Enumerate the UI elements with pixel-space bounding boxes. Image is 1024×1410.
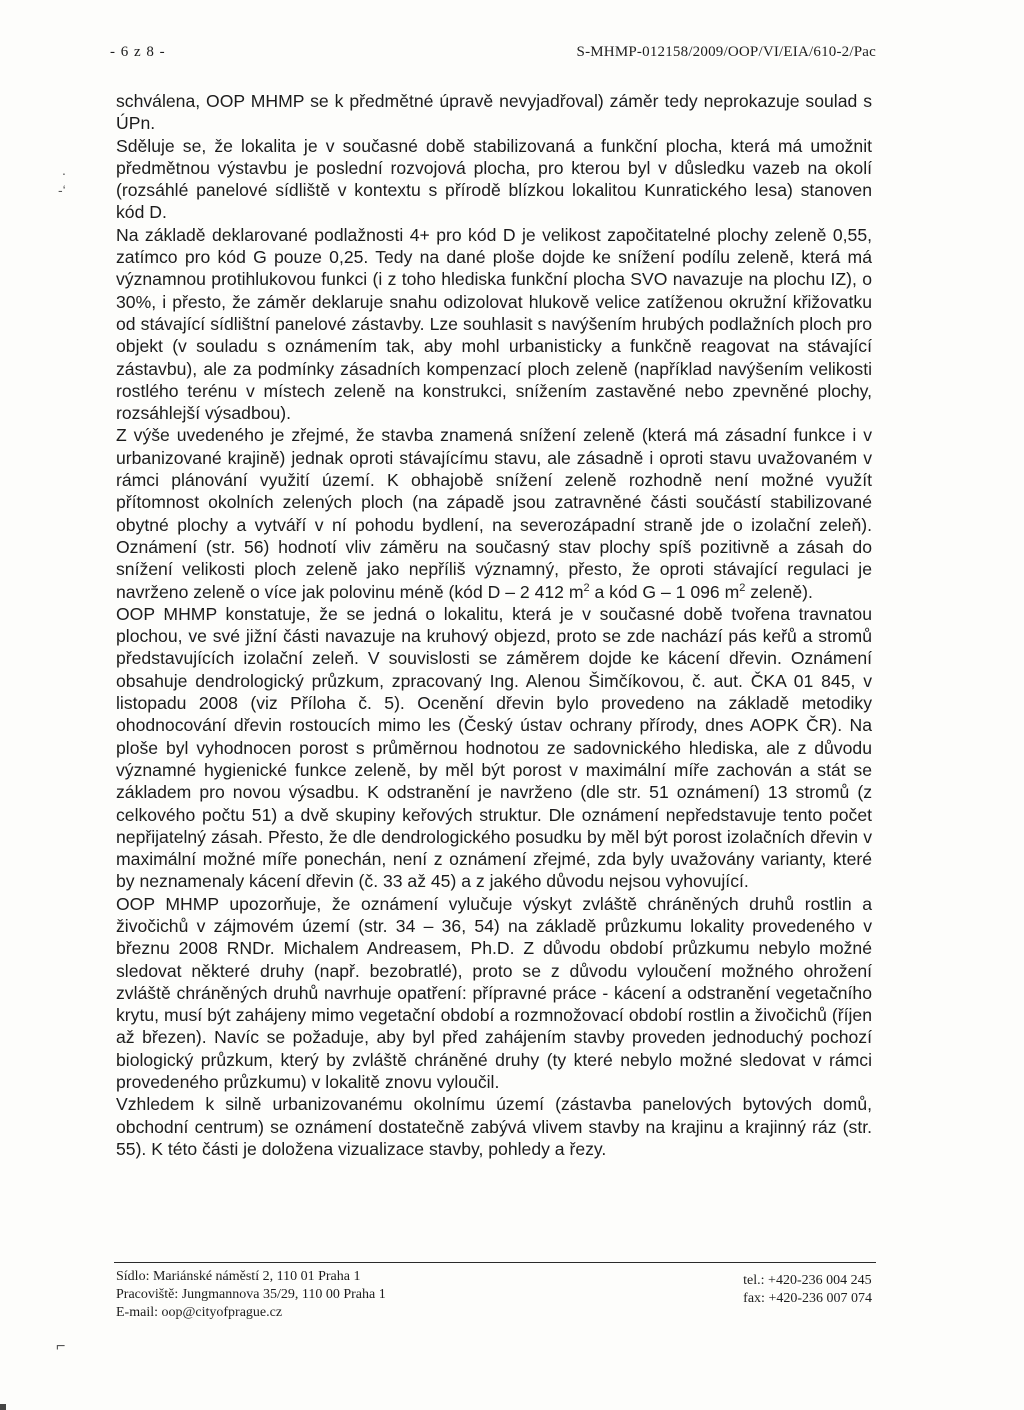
paragraph: Vzhledem k silně urbanizovanému okolnímu území (zástavba panelových bytových domů, obchodní centrum) se oznámení dostatečně zabývá vlivem stavby na krajinu a krajinný ráz (str. 55). K této části je doložena vizualizace stavby, pohledy a řezy. <box>116 1094 872 1159</box>
paragraph: Sděluje se, že lokalita je v současné době stabilizovaná a funkční plocha, která má umožnit předmětnou výstavbu je poslední rozvojová plocha, pro kterou byl v důsledku vazeb na okolí (rozsáhlé panelové sídliště v kontextu s přírodě blízkou lokalitou Kunratického lesa) stanoven kód D. <box>116 135 872 223</box>
footer-email: E-mail: oop@cityofprague.cz <box>116 1305 283 1320</box>
paragraph-text: a kód G – 1 096 m <box>589 581 740 602</box>
footer-address-block <box>116 1268 386 1322</box>
body-text <box>116 90 872 1160</box>
footer-address: Sídlo: Mariánské náměstí 2, 110 01 Praha 1 <box>116 1269 361 1284</box>
page-header <box>110 44 876 74</box>
superscript: 2 <box>583 581 590 594</box>
footer-phone: tel.: +420-236 004 245 <box>743 1273 872 1288</box>
margin-mark: . <box>62 162 66 178</box>
footer-divider <box>114 1262 876 1263</box>
paragraph <box>116 424 872 602</box>
footer-fax: fax: +420-236 007 074 <box>743 1291 872 1306</box>
superscript: 2 <box>739 581 746 594</box>
footer-contact-block <box>743 1272 872 1308</box>
document-reference: S-MHMP-012158/2009/OOP/VI/EIA/610-2/Pac <box>576 44 876 60</box>
page-footer <box>116 1268 874 1328</box>
footer-workplace: Pracoviště: Jungmannova 35/29, 110 00 Praha 1 <box>116 1287 386 1302</box>
paragraph: OOP MHMP konstatuje, že se jedná o lokalitu, která je v současné době tvořena travnatou plochou, ve své jižní části navazuje na kruhový objezd, proto se zde nachází pás keřů a stromů představujících izolační zeleň. V souvislosti se záměrem dojde ke kácení dřevin. Oznámení obsahuje dendrologický průzkum, zpracovaný Ing. Alenou Šimčíkovou, č. aut. ČKA 01 845, v listopadu 2008 (viz Příloha č. 5). Ocenění dřevin bylo provedeno na základě metodiky ohodnocování dřevin rostoucích mimo les (Český ústav ochrany přírody, dnes AOPK ČR). Na ploše byl vyhodnocen porost s průměrnou hodnotou ze sadovnického hlediska, ale z důvodu významné hygienické funkce zeleně, by měl být porost v maximální míře zachován a stát se základem pro novou výsadbu. K odstranění je navrženo (dle str. 51 oznámení) 13 stromů (z celkového počtu 51) a dvě skupiny keřových struktur. Dle oznámení nepředstavuje tento počet nepřijatelný zásah. Přesto, že dle dendrologického posudku by měl být porost izolačních dřevin v maximální možné míře ponechán, není z oznámení zřejmé, zda byly uvažovány varianty, které by neznamenaly kácení dřevin (č. 33 až 45) a z jakého důvodu nejsou vyhovující. <box>116 603 872 892</box>
scan-mark <box>0 1404 6 1410</box>
paragraph: OOP MHMP upozorňuje, že oznámení vylučuje výskyt zvláště chráněných druhů rostlin a živočichů v zájmovém území (str. 34 – 36, 54) na základě průzkumu lokality provedeného v březnu 2008 RNDr. Michalem Andreasem, Ph.D. Z důvodu období průzkumu nebylo možné sledovat některé druhy (např. bezobratlé), proto se z důvodu vyloučení možného ohrožení zvláště chráněných druhů navrhuje opatření: přípravné práce - kácení a odstranění vegetačního krytu, musí být zahájeny mimo vegetační období a rozmnožovací období rostlin a živočichů (říjen až březen). Navíc se požaduje, aby byl před zahájením stavby proveden jednoduchý pochozí biologický průzkum, který by zvláště chráněné druhy (ty které nebylo možné sledovat v rámci provedeného průzkumu) v lokalitě znovu vyloučil. <box>116 893 872 1093</box>
paragraph-text: Z výše uvedeného je zřejmé, že stavba znamená snížení zeleně (která má zásadní funkce i v urbanizované krajině) jednak oproti stávajícímu stavu, ale zásadně i oproti stavu uvažovaném v rámci plánování využití území. K obhajobě snížení zeleně rozhodně není možné využít přítomnost okolních zelených ploch (na západě jsou zatravněné části součástí stabilizované obytné plochy a vytváří v ní pohodu bydlení, na severozápadní straně jde o izolační zeleň). Oznámení (str. 56) hodnotí vliv záměru na současný stav plochy spíš pozitivně a zásah do snížení velikosti ploch zeleně jako nepříliš významný, přesto, že oproti stávající regulaci je navrženo zeleně o více jak polovinu méně (kód D – 2 412 m <box>116 425 872 602</box>
margin-mark: ⌐ <box>56 1338 66 1355</box>
paragraph: schválena, OOP MHMP se k předmětné úpravě nevyjadřoval) záměr tedy neprokazuje soulad s ÚPn. <box>116 91 872 134</box>
page-number: - 6 z 8 - <box>110 44 166 60</box>
paragraph-text: zeleně). <box>745 581 813 602</box>
paragraph: Na základě deklarované podlažnosti 4+ pro kód D je velikost započitatelné plochy zeleně 0,55, zatímco pro kód G pouze 0,25. Tedy na dané ploše dojde ke snížení podílu zeleně, která má významnou protihlukovou funkci (i z toho hlediska funkční plocha SVO navazuje na plochu IZ), o 30%, i přesto, že záměr deklaruje snahu odizolovat hlukově velice zatíženou okružní křižovatku od stávající sídlištní panelové zástavby. Lze souhlasit s navýšením hrubých podlažních ploch pro objekt (v souladu s oznámením tak, aby mohl urbanisticky a funkčně reagovat na stávající zástavbu), ale za podmínky zásadních kompenzací ploch zeleně (například navýšením velikosti rostlého terénu v místech zeleně na konstrukci, snížením zastavěné nebo zpevněné plochy, rozsáhlejší výsadbou). <box>116 224 872 424</box>
margin-mark: -‘ <box>58 182 66 198</box>
